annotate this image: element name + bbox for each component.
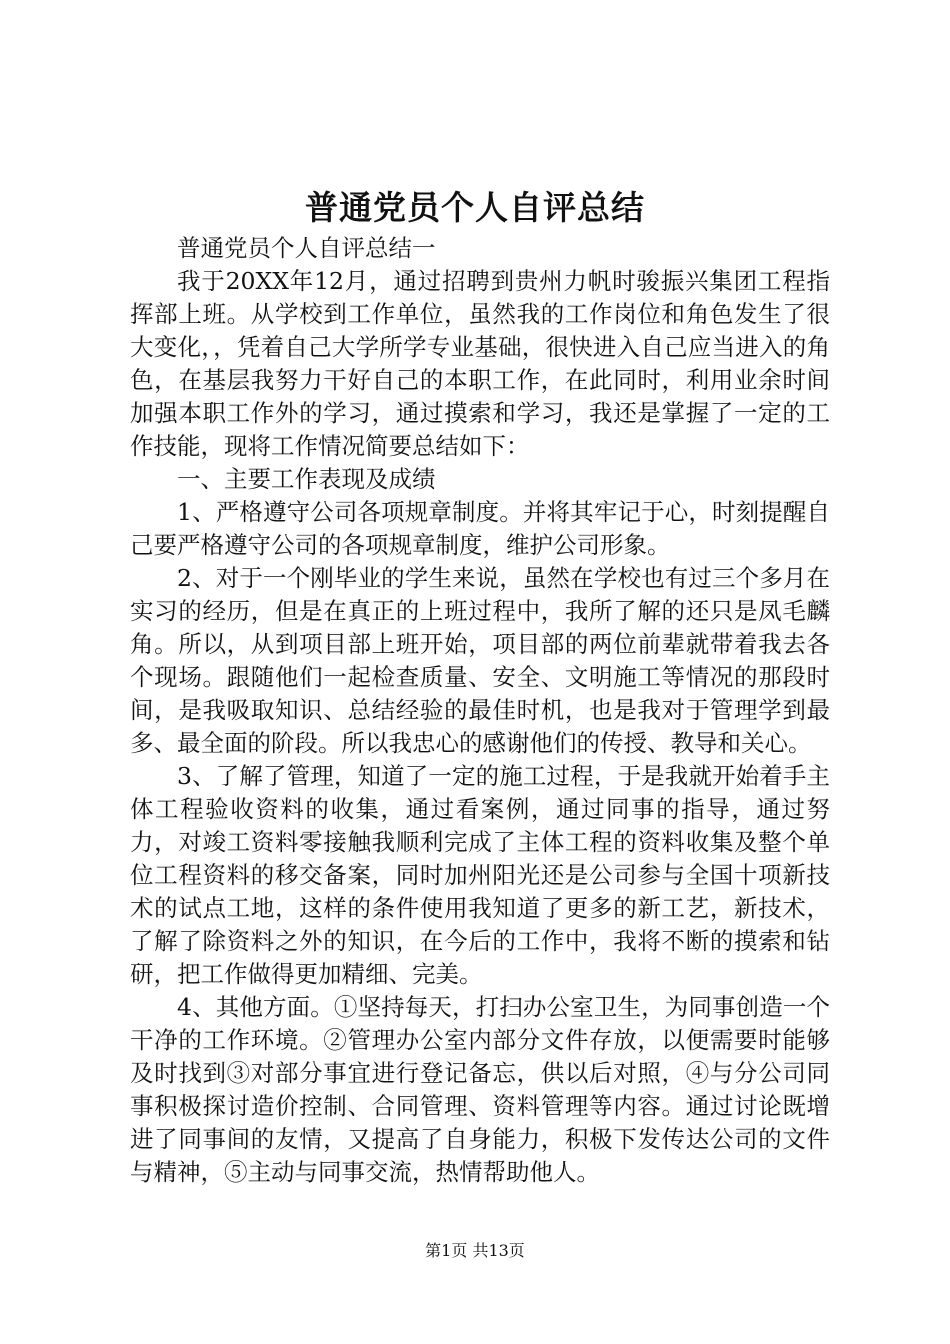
section-heading: 一、主要工作表现及成绩 [177,465,436,493]
paragraph-item-3: 3、了解了管理，知道了一定的施工过程，于是我就开始着手主体工程验收资料的收集，通过看案例，通过同事的指导，通过努力，对竣工资料零接触我顺利完成了主体工程的资料收集及整个单位工程资料的移交备案，同时加州阳光还是公司参与全国十项新技术的试点工地，这样的条件使用我知道了更多的新工艺，新技术，了解了除资料之外的知识，在今后的工作中，我将不断的摸索和钻研，把工作做得更加精细、完美。 [130,762,830,988]
document-title: 普通党员个人自评总结 [305,188,645,227]
paragraph-intro: 我于20XX年12月，通过招聘到贵州力帆时骏振兴集团工程指挥部上班。从学校到工作单位，虽然我的工作岗位和角色发生了很大变化，，凭着自己大学所学专业基础，很快进入自己应当进入的角色，在基层我努力干好自己的本职工作，在此同时，利用业余时间加强本职工作外的学习，通过摸索和学习，我还是掌握了一定的工作技能，现将工作情况简要总结如下： [130,267,830,460]
paragraph-item-4: 4、其他方面。①坚持每天，打扫办公室卫生，为同事创造一个干净的工作环境。②管理办公室内部分文件存放，以便需要时能够及时找到③对部分事宜进行登记备忘，供以后对照，④与分公司同事积极探讨造价控制、合同管理、资料管理等内容。通过讨论既增进了同事间的友情，又提高了自身能力，积极下发传达公司的文件与精神，⑤主动与同事交流，热情帮助他人。 [130,993,830,1186]
paragraph-item-1: 1、严格遵守公司各项规章制度。并将其牢记于心，时刻提醒自己要严格遵守公司的各项规章制度，维护公司形象。 [130,498,830,559]
paragraph-item-2: 2、对于一个刚毕业的学生来说，虽然在学校也有过三个多月在实习的经历，但是在真正的上班过程中，我所了解的还只是凤毛麟角。所以，从到项目部上班开始，项目部的两位前辈就带着我去各个现场。跟随他们一起检查质量、安全、文明施工等情况的那段时间，是我吸取知识、总结经验的最佳时机，也是我对于管理学到最多、最全面的阶段。所以我忠心的感谢他们的传授、教导和关心。 [130,564,830,757]
paragraph-subtitle: 普通党员个人自评总结一 [177,234,436,262]
document-body [130,232,830,1189]
page-footer: 第1页 共13页 [425,1241,525,1260]
